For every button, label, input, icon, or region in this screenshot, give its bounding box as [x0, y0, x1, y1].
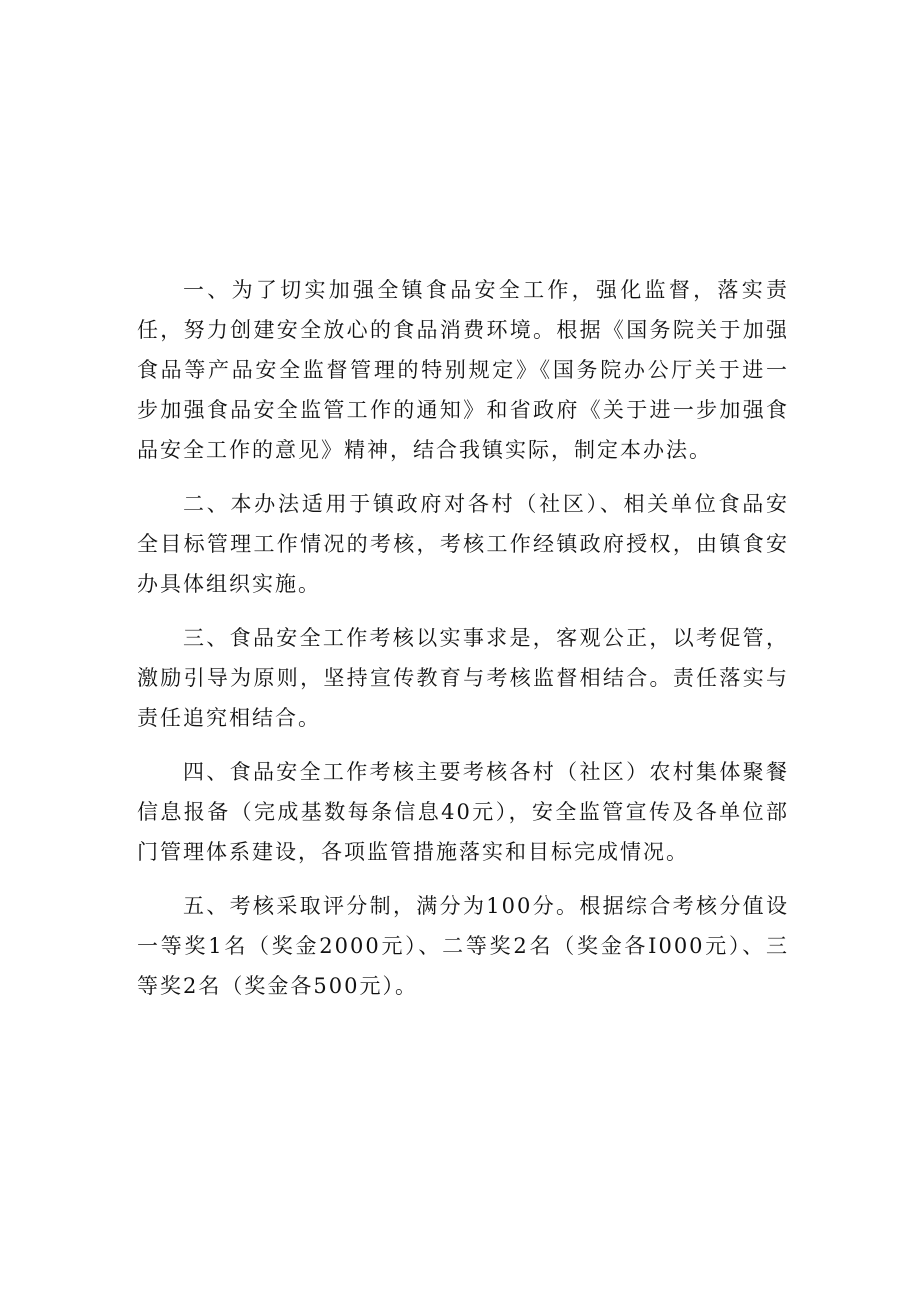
paragraph-5: 五、考核采取评分制，满分为100分。根据综合考核分值设一等奖1名（奖金2000元）、二等奖2名（奖金各I000元）、三等奖2名（奖金各500元）。 [137, 894, 789, 998]
paragraph-4: 四、食品安全工作考核主要考核各村（社区）农村集体聚餐信息报备（完成基数每条信息40元），安全监管宣传及各单位部门管理体系建设，各项监管措施落实和目标完成情况。 [137, 760, 789, 864]
paragraph-2: 二、本办法适用于镇政府对各村（社区）、相关单位食品安全目标管理工作情况的考核，考核工作经镇政府授权，由镇食安办具体组织实施。 [137, 492, 789, 596]
document-body [137, 270, 789, 1020]
paragraph-1: 一、为了切实加强全镇食品安全工作，强化监督，落实责任，努力创建安全放心的食品消费环境。根据《国务院关于加强食品等产品安全监督管理的特别规定》《国务院办公厅关于进一步加强食品安全监管工作的通知》和省政府《关于进一步加强食品安全工作的意见》精神，结合我镇实际，制定本办法。 [137, 278, 789, 462]
paragraph-3: 三、食品安全工作考核以实事求是，客观公正，以考促管，激励引导为原则，坚持宣传教育与考核监督相结合。责任落实与责任追究相结合。 [137, 626, 789, 730]
